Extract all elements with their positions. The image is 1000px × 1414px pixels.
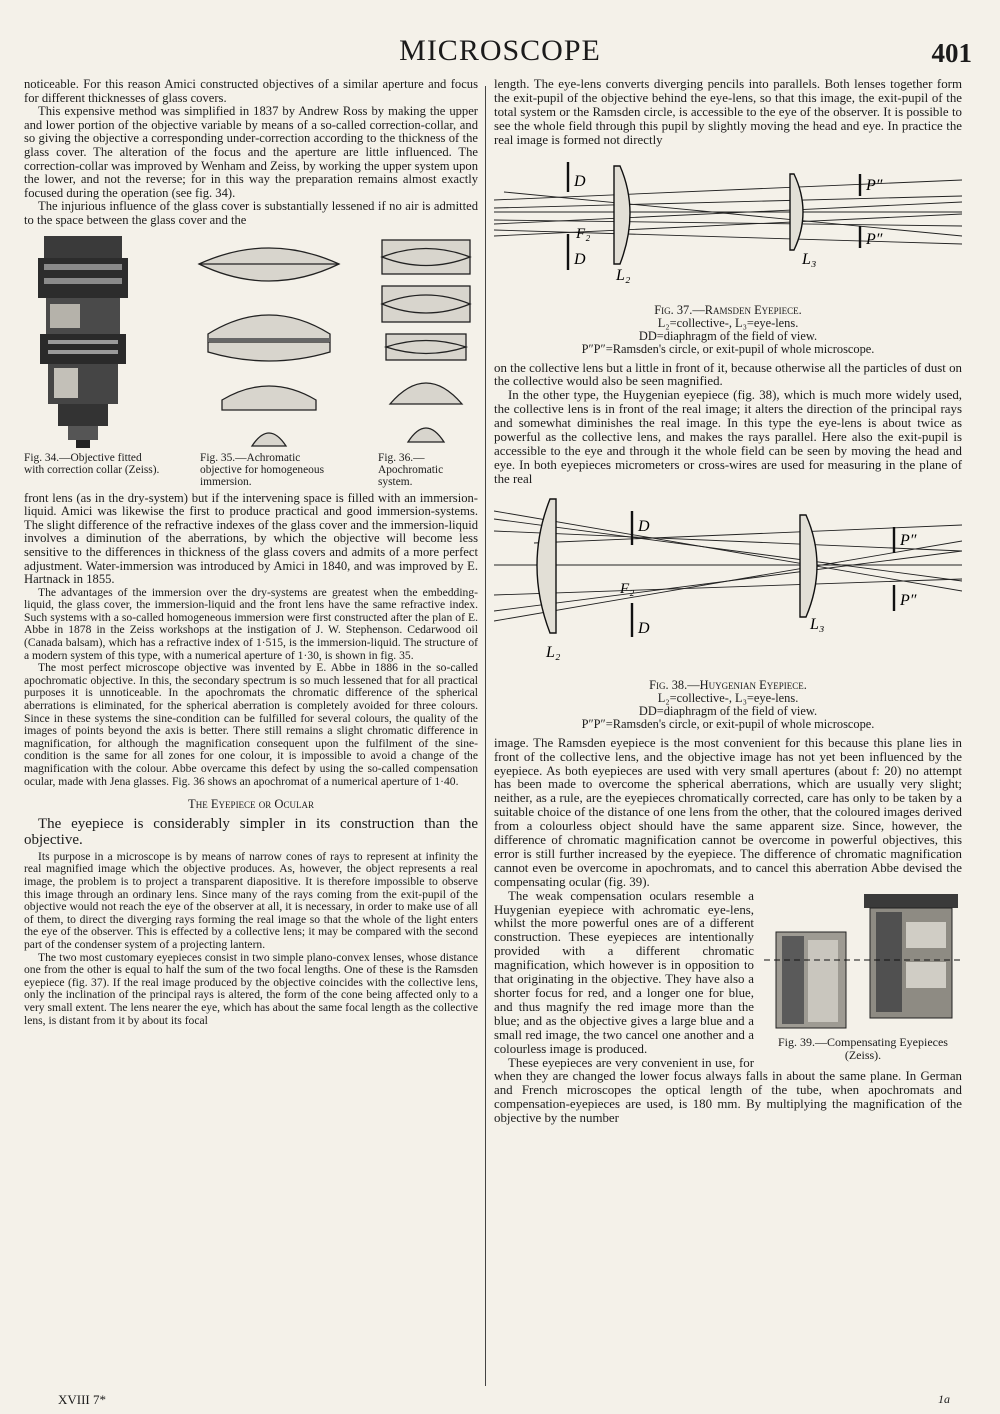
right-column: [494, 78, 962, 1126]
achromatic-objective-lens-diagram: [194, 234, 344, 449]
figure-35-caption: Fig. 35.—Achromatic objective for homogeneous immersion.: [200, 451, 324, 488]
label-f2: F₂: [576, 225, 591, 242]
figure-37-caption-line: DD=diaphragm of the field of view.: [638, 328, 818, 343]
page-title: MICROSCOPE: [399, 34, 601, 67]
paragraph: The injurious influence of the glass cover is substantially lessened if no air is admitted to the space between the glass cover and the: [24, 199, 478, 227]
lead-paragraph: The eyepiece is considerably simpler in its construction than the objective.: [24, 815, 478, 848]
ramsden-eyepiece-diagram: [494, 152, 962, 302]
label-f2: F₂: [620, 580, 635, 597]
figure-row-34-36: [24, 234, 478, 488]
label-d-top: D: [574, 172, 586, 190]
figure-36: [374, 234, 478, 488]
paragraph: front lens (as in the dry-system) but if the intervening space is filled with an immersion-liquid. Amici was likewise the first to produce practical and good immersion-systems. The slight difference of the refractive indexes of the glass cover and the immersion-liquid involves a diminution of the aberrations, by which the objective will become less sensitive to the differences in thickness of the glass covers and admits of a more perfect adjustment. Water-immersion was introduced by Amici in 1840, and was improved by E. Hartnack in 1855.: [24, 490, 478, 587]
page-number: 401: [931, 38, 972, 68]
page-header: [0, 28, 1000, 78]
label-p-top: P″: [866, 176, 883, 194]
label-p-bottom: P″: [866, 230, 883, 248]
compensating-eyepieces-illustration: [764, 892, 962, 1032]
figure-39-caption: Fig. 39.—Compensating Eyepieces (Zeiss).: [778, 1034, 948, 1062]
label-l2: L₂: [616, 266, 631, 284]
paragraph: Its purpose in a microscope is by means of narrow cones of rays to represent at infinity the real magnified image which the objective produces. As, however, the object represents a real image, the problem is to project a transparent diapositive. It is therefore impossible to observe this image through an ordinary lens. Since many of the rays coming from the exit-pupil of the objective would not reach the eye of the observer at all, it is necessary, in order to make use of all of them, to direct the diverging rays forming the real image so that the whole of the light enters the eye of the observer. This is effected by a collective lens; it may be compared with the second part of the condenser system of a projecting lantern.: [24, 849, 478, 951]
figure-35: [194, 234, 344, 488]
label-d-bottom: D: [638, 619, 650, 637]
figure-34: [24, 234, 164, 488]
column-divider: [485, 86, 486, 1386]
paragraph: noticeable. For this reason Amici constructed objectives of a similar aperture and focus for different thicknesses of glass covers.: [24, 77, 478, 105]
huygenian-eyepiece-diagram: [494, 491, 962, 677]
label-d-top: D: [638, 517, 650, 535]
paragraph: The most perfect microscope objective was invented by E. Abbe in 1886 in the so-called apochromatic objective. In this, the secondary spectrum is so much lessened that for all practical purposes it is unnoticeable. In the apochromats the chromatic difference of the spherical aberrations is eliminated, for the spherical aberration is completely avoided for three colours. Since in these systems the sine-condition can be fulfilled for several colours, the quality of the images of points beyond the axis is better. There still remains a slight chromatic difference in magnification, for although the magnification consequent upon the fulfilment of the sine-condition is the same for all zones for one colour, it is impossible to avoid a change of the magnification with the colour. Abbe overcame this defect by using the so-called compensation ocular, made with Jena glasses. Fig. 36 shows an apochromat of a numerical aperture of 1·40.: [24, 661, 478, 788]
paragraph: This expensive method was simplified in 1837 by Andrew Ross by making the upper and lower portion of the objective variable by means of a so-called correction-collar, and so giving the objective a corresponding under-correction according to the thickness of the glass cover. The alteration of the focus and the aperture are little influenced. The correction-collar was improved by Wenham and Zeiss, by working the upper system upon the lower, and not the reverse; for in this way the preparation remains almost exactly focused during the operation (see fig. 34).: [24, 104, 478, 200]
paragraph: length. The eye-lens converts diverging pencils into parallels. Both lenses together form the exit-pupil of the objective behind the eye-lens, so that this image, the exit-pupil of the total system or the Ramsden circle, is accessible to the eye of the observer. It is possible to see the whole field through this pupil by slightly moving the head and eye. In practice the real image is formed not directly: [494, 77, 962, 147]
paragraph: The advantages of the immersion over the dry-systems are greatest when the embedding-liquid, the glass cover, the immersion-liquid and the front lens have the same refractive index. Such systems with a so-called homogeneous immersion were first constructed after the plan of E. Abbe in 1878 in the Zeiss workshops at the instigation of J. W. Stephenson. Cedarwood oil (Canada balsam), which has a refractive index of 1·515, is the immersion-liquid. The structure of a modern system of this type, with a numerical aperture of 1·30, is shown in fig. 35.: [24, 585, 478, 662]
figure-36-caption: Fig. 36.—Apochromatic system.: [378, 451, 444, 488]
paragraph: In the other type, the Huygenian eyepiece (fig. 38), which is much more widely used, the collective lens is in front of the real image; it alters the direction of the principal rays and somewhat diminishes the real image. In this type the eye-lens is about twice as powerful as the collective lens, and makes the rays parallel. Here also the exit-pupil is accessible to the eye and through it the whole field can be seen by moving the head and eye. In both eyepieces micrometers or cross-wires are used for measuring in the plane of the real: [494, 388, 962, 486]
figure-37-caption-line: L₂=collective-, L₃=eye-lens.: [657, 315, 799, 330]
figure-34-caption: Fig. 34.—Objective fitted with correction collar (Zeiss).: [24, 451, 160, 476]
figure-38: [494, 491, 962, 731]
figure-38-title: Fig. 38.—Huygenian Eyepiece.: [649, 677, 807, 692]
figure-37-caption-line: P″P″=Ramsden's circle, or exit-pupil of whole microscope.: [581, 341, 875, 356]
section-heading: The Eyepiece or Ocular: [188, 797, 314, 812]
label-p-top: P″: [900, 531, 917, 549]
label-p-bottom: P″: [900, 591, 917, 609]
figure-38-caption-line: P″P″=Ramsden's circle, or exit-pupil of whole microscope.: [581, 716, 875, 731]
label-d-bottom: D: [574, 250, 586, 268]
figure-39: [764, 892, 962, 1062]
label-l3: L₃: [802, 250, 817, 268]
paragraph: on the collective lens but a little in front of it, because otherwise all the particles of dust on the collective would also be seen magnified.: [494, 360, 962, 389]
printer-signature: XVIII 7*: [58, 1392, 107, 1407]
left-column: [24, 78, 478, 1027]
apochromatic-system-diagram: [378, 234, 474, 449]
paragraph: image. The Ramsden eyepiece is the most convenient for this because this plane lies in front of the collective lens, and the objective image has not yet been influenced by the eyepiece. As both eyepieces are used with very small apertures (about f: 20) no attempt has been made to overcome the spherical aberrations, which are usually very slight; neither, as a rule, are the eyepieces chromatically corrected, care has only to be taken by a suitable choice of the distance of one lens from the other, that the coloured images derived from a colourless object should have the same apparent size. Since, however, the difference of chromatic magnification cannot be overcome in powerful objectives, this error is still further increased by the eyepiece. The difference of chromatic magnification cannot even be overcome in apochromats, and to cancel this aberration Abbe devised the compensating ocular (fig. 39).: [494, 735, 962, 889]
correction-collar-objective-illustration: [24, 234, 164, 449]
page-signature-mark: 1a: [938, 1392, 950, 1406]
paragraph: The two most customary eyepieces consist in two simple plano-convex lenses, whose distance one from the other is equal to half the sum of the two focal lengths. One of these is the Ramsden eyepiece (fig. 37). If the real image produced by the objective coincides with the collective lens, only the inclination of the principal rays is altered, the form of the cone being affected only to a very small extent. The lens nearer the eye, which has about the same focal length as the collective lens, is distant from it by about its focal: [24, 950, 478, 1027]
figure-38-caption-line: DD=diaphragm of the field of view.: [638, 703, 818, 718]
figure-37: [494, 152, 962, 356]
label-l3: L₃: [810, 615, 825, 633]
figure-38-caption-line: L₂=collective-, L₃=eye-lens.: [657, 690, 799, 705]
label-l2: L₂: [546, 643, 561, 661]
paragraph: The weak compensation oculars resemble a Huygenian eyepiece with achromatic eye-lens, whilst the more powerful ones are of a different construction. These eyepieces are intentionally provided with a different chromatic magnification, which however is in opposition to that originating in the objective. They have also a shorter focus for red, and a longer one for blue, and thus magnify the red image more than the blue; and as the objective gives a large blue and a small red image, the two cancel one another and a colourless image is produced.: [494, 888, 754, 1056]
figure-37-title: Fig. 37.—Ramsden Eyepiece.: [654, 302, 802, 317]
paragraph: These eyepieces are very convenient in use, for when they are changed the lower focus always falls in about the same plane. In German and French microscopes the optical length of the tube, when apochromats and compensation-eyepieces are used, is 180 mm. By multiplying the magnification of the objective by the number: [494, 1055, 962, 1126]
